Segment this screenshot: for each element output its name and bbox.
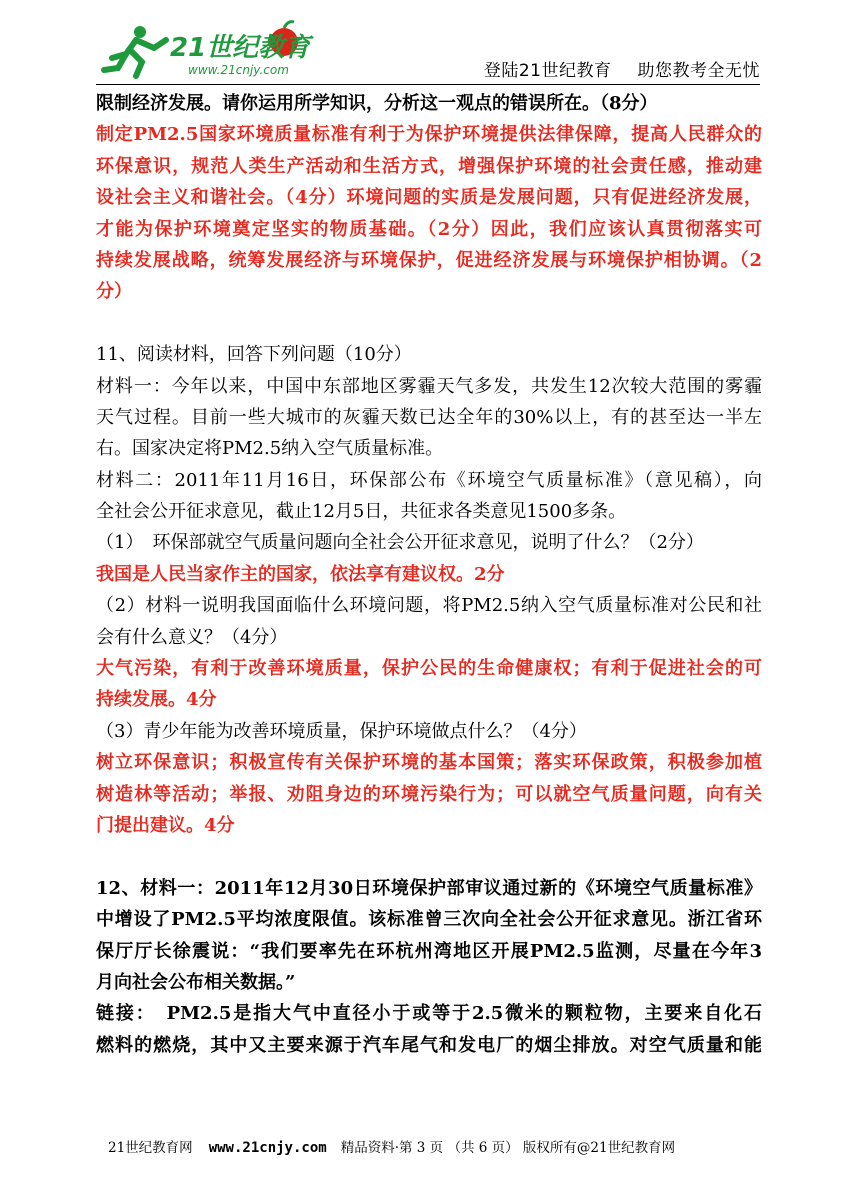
question-text-line: 天气过程。目前一些大城市的灰霾天数已达全年的30%以上，有的甚至达一半左 (96, 406, 762, 428)
21cnjy-logo[interactable] (96, 18, 336, 82)
header-divider (96, 84, 760, 85)
question-text-line: 燃料的燃烧，其中又主要来源于汽车尾气和发电厂的烟尘排放。对空气质量和能 (96, 1034, 762, 1056)
question-text-line: 12、材料一：2011年12月30日环境保护部审议通过新的《环境空气质量标准》 (96, 877, 762, 899)
document-body (96, 88, 762, 1061)
answer-text-line: 持续发展。4分 (96, 689, 217, 711)
question-text-line: 全社会公开征求意见，截止12月5日，共征求各类意见1500多条。 (96, 501, 627, 523)
question-text-line: 会有什么意义？（4分） (96, 626, 288, 648)
header-slogan (484, 56, 760, 81)
answer-text-line: 制定PM2.5国家环境质量标准有利于为保护环境提供法律保障，提高人民群众的 (96, 124, 762, 146)
logo-url: www.21cnjy.com (188, 63, 289, 77)
question-text-line: （3）青少年能为改善环境质量，保护环境做点什么？（4分） (96, 720, 587, 742)
answer-text-line: 我国是人民当家作主的国家，依法享有建议权。2分 (96, 563, 505, 585)
answer-text-line: 大气污染，有利于改善环境质量，保护公民的生命健康权；有利于促进社会的可 (96, 658, 762, 680)
runner-icon (104, 26, 166, 76)
answer-text-line: 才能为保护环境奠定坚实的物质基础。（2分）因此，我们应该认真贯彻落实可 (96, 218, 762, 240)
question-text-line: 材料二：2011年11月16日，环保部公布《环境空气质量标准》（意见稿），向 (96, 469, 762, 491)
page-header (96, 18, 760, 84)
answer-text-line: 树立环保意识；积极宣传有关保护环境的基本国策；落实环保政策，积极参加植 (96, 752, 762, 774)
question-text-line: 中增设了PM2.5平均浓度限值。该标准曾三次向全社会公开征求意见。浙江省环 (96, 909, 762, 931)
question-text-line: 月向社会公布相关数据。” (96, 971, 296, 993)
question-text-line: 11、阅读材料，回答下列问题（10分） (96, 344, 412, 366)
answer-text-line: 环保意识，规范人类生产活动和生活方式，增强保护环境的社会责任感，推动建 (96, 155, 762, 177)
question-text-line: （2）材料一说明我国面临什么环境问题，将PM2.5纳入空气质量标准对公民和社 (96, 595, 762, 617)
answer-text-line: 分） (96, 281, 132, 303)
question-text-line: 材料一：今年以来，中国中东部地区雾霾天气多发，共发生12次较大范围的雾霾 (96, 375, 762, 397)
answer-text-line: 门提出建议。4分 (96, 814, 235, 836)
question-text-line: （1） 环保部就空气质量问题向全社会公开征求意见，说明了什么？（2分） (96, 532, 704, 554)
paragraph-spacer (96, 308, 762, 339)
logo-text: 21世纪教育 (170, 33, 311, 63)
slogan-login: 登陆21世纪教育 (483, 61, 612, 81)
answer-text-line: 树造林等活动；举报、劝阻身边的环境污染行为；可以就空气质量问题，向有关 (96, 783, 762, 805)
question-text-line: 保厅厅长徐震说：“我们要率先在环杭州湾地区开展PM2.5监测，尽量在今年3 (96, 940, 762, 962)
question-text-line: 限制经济发展。请你运用所学知识，分析这一观点的错误所在。（8分） (96, 93, 658, 114)
footer-site-link[interactable]: www.21cnjy.com (208, 1140, 327, 1156)
page-footer (108, 1136, 675, 1156)
question-text-line: 右。国家决定将PM2.5纳入空气质量标准。 (96, 438, 444, 460)
paragraph-spacer (96, 841, 762, 872)
answer-text-line: 设社会主义和谐社会。（4分）环境问题的实质是发展问题，只有促进经济发展， (96, 187, 762, 209)
slogan-tagline: 助您教考全无忧 (637, 61, 760, 81)
footer-page-info: 精品资料·第 3 页 （共 6 页） 版权所有@21世纪教育网 (340, 1140, 676, 1156)
footer-site-name: 21世纪教育网 (108, 1140, 193, 1156)
question-text-line: 链接： PM2.5是指大气中直径小于或等于2.5微米的颗粒物，主要来自化石 (96, 1003, 762, 1025)
answer-text-line: 持续发展战略，统筹发展经济与环境保护，促进经济发展与环境保护相协调。（2 (96, 249, 762, 271)
